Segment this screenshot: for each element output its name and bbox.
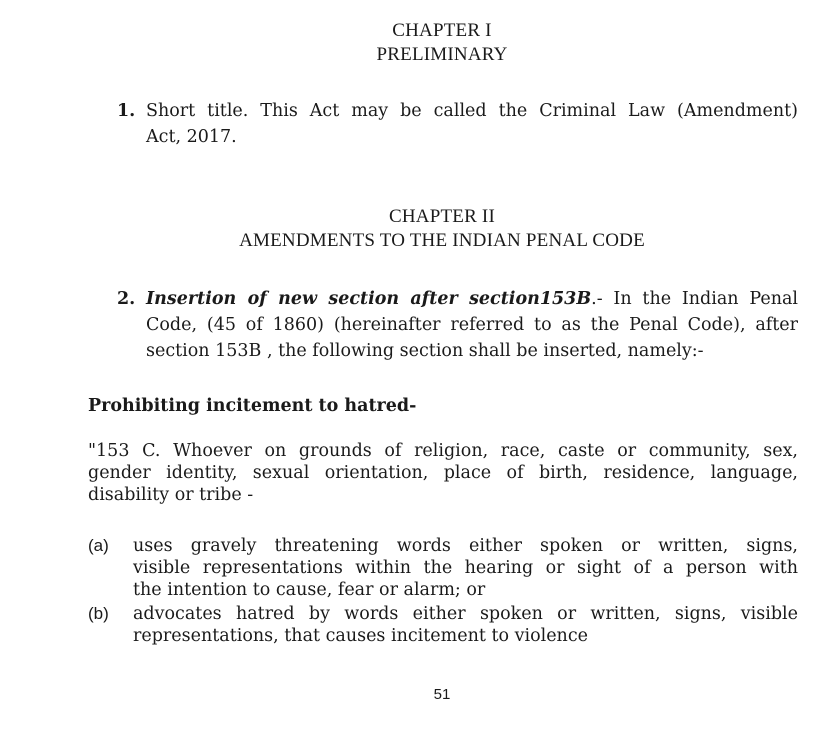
section-2-line: section 153B , the following section shall be inserted, namely:- <box>146 341 704 361</box>
section-2-heading: Insertion of new section after section153B <box>146 289 592 309</box>
clause-a-line: visible representations within the hearing or sight of a person with <box>133 558 798 578</box>
clause-a <box>88 535 798 601</box>
intro-line: gender identity, sexual orientation, place of birth, residence, language, <box>88 463 798 483</box>
section-2-first-line-rest: .- In the Indian Penal <box>591 289 798 309</box>
clause-b-label: (b) <box>88 604 109 623</box>
chapter-2-number: CHAPTER II <box>389 206 495 227</box>
intro-line: "153 C. Whoever on grounds of religion, race, caste or community, sex, <box>88 441 798 461</box>
clause-a-text <box>133 535 798 601</box>
section-2-number: 2. <box>117 289 136 309</box>
chapter-1-heading <box>0 19 825 67</box>
chapter-2-heading <box>0 205 825 253</box>
section-2 <box>117 286 798 364</box>
section-2-first-line <box>146 286 798 312</box>
clause-b-line: advocates hatred by words either spoken or written, signs, visible <box>133 604 798 624</box>
clause-b <box>88 603 798 647</box>
chapter-1-number: CHAPTER I <box>392 20 492 41</box>
chapter-2-title: AMENDMENTS TO THE INDIAN PENAL CODE <box>239 230 645 251</box>
section-1-text <box>146 98 798 150</box>
section-1 <box>117 98 798 150</box>
clause-a-label: (a) <box>88 536 109 555</box>
page-number: 51 <box>433 686 451 703</box>
section-2-text <box>146 286 798 364</box>
new-section-intro <box>88 440 798 506</box>
section-1-line: Short title. This Act may be called the Criminal Law (Amendment) <box>146 101 798 121</box>
section-1-line: Act, 2017. <box>146 127 237 147</box>
intro-line: disability or tribe - <box>88 485 254 505</box>
new-section-title: Prohibiting incitement to hatred- <box>88 396 417 416</box>
section-1-number: 1. <box>117 101 136 121</box>
chapter-1-title: PRELIMINARY <box>376 44 508 65</box>
clause-b-text <box>133 603 798 647</box>
clause-b-line: representations, that causes incitement to violence <box>133 626 588 646</box>
section-2-line: Code, (45 of 1860) (hereinafter referred to as the Penal Code), after <box>146 315 798 335</box>
clause-a-line: uses gravely threatening words either spoken or written, signs, <box>133 536 798 556</box>
clause-a-line: the intention to cause, fear or alarm; or <box>133 580 486 600</box>
